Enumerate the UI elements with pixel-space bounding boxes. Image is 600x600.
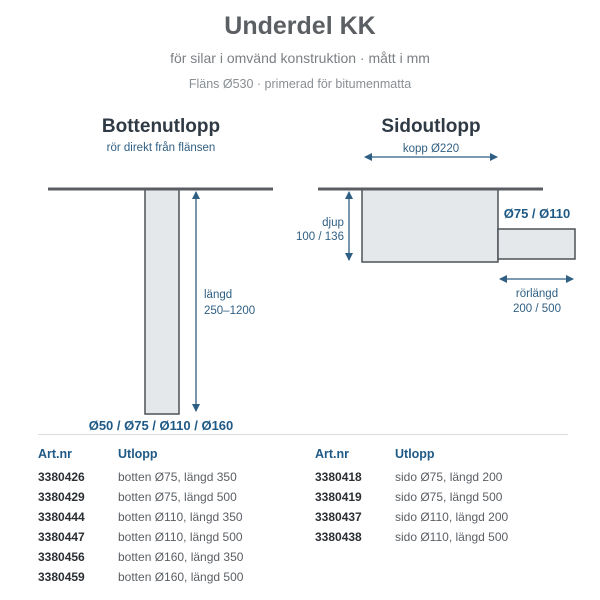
outlet-description: botten Ø110, längd 500 [118,530,243,544]
bottom-outlet-table [38,447,243,587]
bottom-outlet-pipe [145,189,179,414]
pipe-length-label: rörlängd [515,288,559,300]
table-row [38,467,243,487]
table-row [315,487,508,507]
page-subtitle: för silar i omvänd konstruktion · mått i mm [170,50,430,66]
bottom-outlet-diameters: Ø50 / Ø75 / Ø110 / Ø160 [88,418,234,433]
art-number: 3380438 [315,530,362,544]
table-row [38,527,243,547]
pipe-length-value: 200 / 500 [513,303,561,315]
table-row [38,487,243,507]
outlet-description: botten Ø160, längd 500 [118,570,244,584]
page-subtitle-secondary: Fläns Ø530 · primerad för bitumenmatta [188,77,412,91]
pot-diameter-label: kopp Ø220 [402,143,460,155]
outlet-description: botten Ø75, längd 500 [118,490,237,504]
pot-depth-value: 100 / 136 [296,231,344,243]
art-number: 3380456 [38,550,85,564]
page-title: Underdel KK [224,12,376,40]
table-header [315,447,508,467]
outlet-description: botten Ø160, längd 350 [118,550,244,564]
side-outlet-heading: Sidoutlopp [381,116,481,137]
table-row [315,507,508,527]
outlet-description: sido Ø75, längd 500 [395,490,503,504]
outlet-diagram [0,100,600,435]
table-row [38,507,243,527]
outlet-description: sido Ø75, längd 200 [395,470,503,484]
side-outlet-table [315,447,508,547]
side-outlet-pipe [498,229,575,259]
bottom-length-value: 250–1200 [204,305,256,317]
side-outlet-pot [362,189,498,262]
bottom-outlet-subheading: rör direkt från flänsen [106,142,216,154]
table-row [315,527,508,547]
art-number: 3380444 [38,510,85,524]
outlet-description: sido Ø110, längd 200 [395,510,509,524]
art-number-header: Art.nr [315,447,350,461]
art-number: 3380437 [315,510,362,524]
art-number: 3380419 [315,490,362,504]
outlet-description: sido Ø110, längd 500 [395,530,509,544]
art-number: 3380429 [38,490,85,504]
outlet-header: Utlopp [118,447,158,461]
outlet-header: Utlopp [395,447,435,461]
art-number: 3380418 [315,470,362,484]
art-number-header: Art.nr [38,447,73,461]
outlet-description: botten Ø75, längd 350 [118,470,237,484]
side-outlet-diameters: Ø75 / Ø110 [503,206,571,221]
art-number: 3380447 [38,530,85,544]
table-row [315,467,508,487]
table-row [38,547,243,567]
pot-depth-label: djup [322,217,344,229]
table-header [38,447,243,467]
art-number: 3380426 [38,470,85,484]
art-number: 3380459 [38,570,85,584]
outlet-description: botten Ø110, längd 350 [118,510,243,524]
bottom-length-label: längd [204,289,233,301]
table-row [38,567,243,587]
section-divider [38,434,568,435]
bottom-outlet-heading: Bottenutlopp [101,116,221,137]
